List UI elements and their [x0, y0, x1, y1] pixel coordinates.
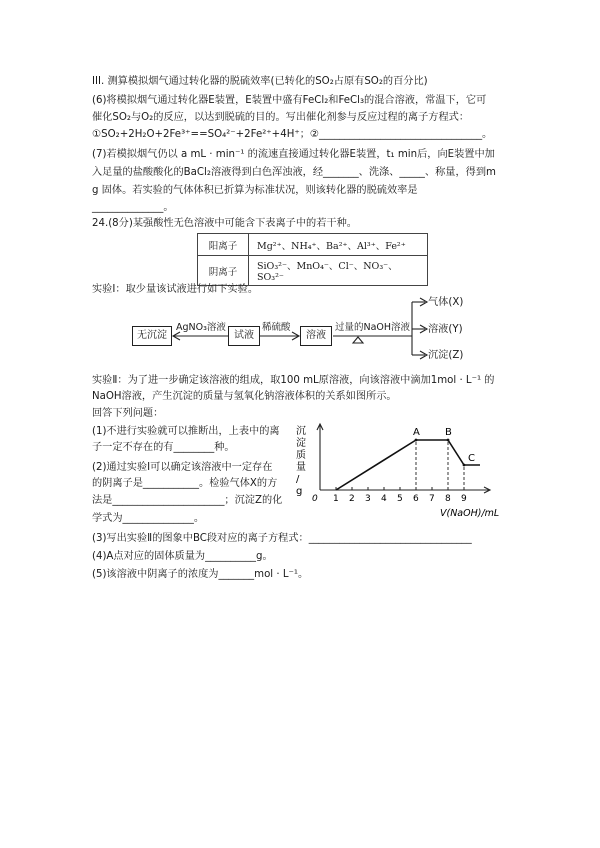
data-point: [415, 439, 418, 442]
data-point: [463, 464, 466, 467]
answer-prompt: 回答下列问题：: [92, 408, 164, 419]
x-tick-label: 5: [397, 494, 403, 504]
x-tick-label: 2: [349, 494, 355, 504]
output-solution: 溶液(Y): [428, 324, 463, 335]
x-tick-label: 9: [461, 494, 467, 504]
flow-box-sample: 试液: [228, 326, 260, 346]
q7-line-2: 入足量的盐酸酸化的BaCl₂溶液得到白色浑浊液，经_______、洗涤、_____、称量，得到m: [92, 167, 496, 178]
q2-line-4: 学式为______________。: [92, 513, 205, 524]
q2-line-1: (2)通过实验Ⅰ可以确定该溶液中一定存在: [92, 462, 273, 473]
point-label: A: [413, 427, 420, 438]
point-label: B: [445, 427, 452, 438]
x-tick-label: 8: [445, 494, 451, 504]
exp1-intro: 实验Ⅰ：取少量该试液进行如下实验。: [92, 284, 259, 295]
flow-box-no-precipitate: 无沉淀: [132, 326, 172, 346]
flow-box-solution: 溶液: [300, 326, 332, 346]
precipitate-series-line: [336, 440, 480, 490]
x-axis-label: V(NaOH)/mL: [440, 508, 500, 519]
q2-line-3: 法是______________________；沉淀Z的化: [92, 495, 283, 506]
section-heading: III. 测算模拟烟气通过转化器的脱硫效率(已转化的SO₂占原有SO₂的百分比): [92, 76, 428, 87]
q4-line: (4)A点对应的固体质量为__________g。: [92, 551, 273, 562]
table-cell-anions: SiO₃²⁻、MnO₄⁻、Cl⁻、NO₃⁻、SO₃²⁻: [249, 256, 428, 286]
q3-line: (3)写出实验Ⅱ的图象中BC段对应的离子方程式：________________________________: [92, 533, 472, 544]
data-point: [447, 439, 450, 442]
table-header-anion: 阴离子: [198, 256, 249, 286]
y-axis-label-char: 沉: [296, 426, 306, 437]
x-tick-label: 3: [365, 494, 371, 504]
reagent-agno3: AgNO₃溶液: [176, 322, 226, 333]
exp2-line-1: 实验Ⅱ：为了进一步确定该溶液的组成，取100 mL原溶液，向该溶液中滴加1mol · L⁻¹ 的: [92, 375, 495, 386]
origin-label: 0: [312, 494, 318, 504]
table-header-cation: 阳离子: [198, 234, 249, 256]
y-axis-label-char: 淀: [296, 438, 306, 449]
q7-line-4: ______________。: [92, 202, 174, 213]
y-axis-label-char: 质: [296, 450, 306, 461]
q7-line-1: (7)若模拟烟气仍以 a mL · min⁻¹ 的流速直接通过转化器E装置，t₁ min后，向E装置中加: [92, 149, 495, 160]
x-tick-label: 7: [429, 494, 435, 504]
q6-line-1: (6)将模拟烟气通过转化器E装置，E装置中盛有FeCl₂和FeCl₃的混合溶液，常温下，它可: [92, 95, 487, 106]
q6-line-2: 催化SO₂与O₂的反应，以达到脱硫的目的。写出催化剂参与反应过程的离子方程式：: [92, 112, 470, 123]
y-axis-label-char: /: [296, 474, 300, 485]
x-tick-label: 4: [381, 494, 387, 504]
q5-line: (5)该溶液中阴离子的浓度为_______mol · L⁻¹。: [92, 569, 309, 580]
output-precipitate: 沉淀(Z): [428, 350, 464, 361]
point-label: C: [468, 453, 475, 464]
q24-title: 24.(8分)某强酸性无色溶液中可能含下表离子中的若干种。: [92, 218, 357, 229]
x-tick-label: 6: [413, 494, 419, 504]
q1-line-2: 子一定不存在的有________种。: [92, 442, 235, 453]
output-gas: 气体(X): [428, 297, 464, 308]
x-tick-label: 1: [333, 494, 339, 504]
precipitate-chart: [290, 418, 520, 530]
reagent-dilute-acid: 稀硫酸: [262, 322, 291, 333]
table-cell-cations: Mg²⁺、NH₄⁺、Ba²⁺、Al³⁺、Fe²⁺: [249, 234, 428, 256]
q6-line-3: ①SO₂+2H₂O+2Fe³⁺==SO₄²⁻+2Fe²⁺+4H⁺；②________________________________。: [92, 129, 493, 140]
flow-arrows: [0, 0, 600, 420]
q1-line-1: (1)不进行实验就可以推断出，上表中的离: [92, 426, 280, 437]
reagent-excess-naoh: 过量的NaOH溶液: [335, 322, 411, 333]
q2-line-2: 的阴离子是___________。检验气体X的方: [92, 478, 278, 489]
y-axis-label-char: g: [296, 486, 303, 497]
exp2-line-2: NaOH溶液，产生沉淀的质量与氢氧化钠溶液体积的关系如图所示。: [92, 391, 397, 402]
q7-line-3: g 固体。若实验的气体体积已折算为标准状况，则该转化器的脱硫效率是: [92, 185, 418, 196]
y-axis-label-char: 量: [296, 462, 306, 473]
